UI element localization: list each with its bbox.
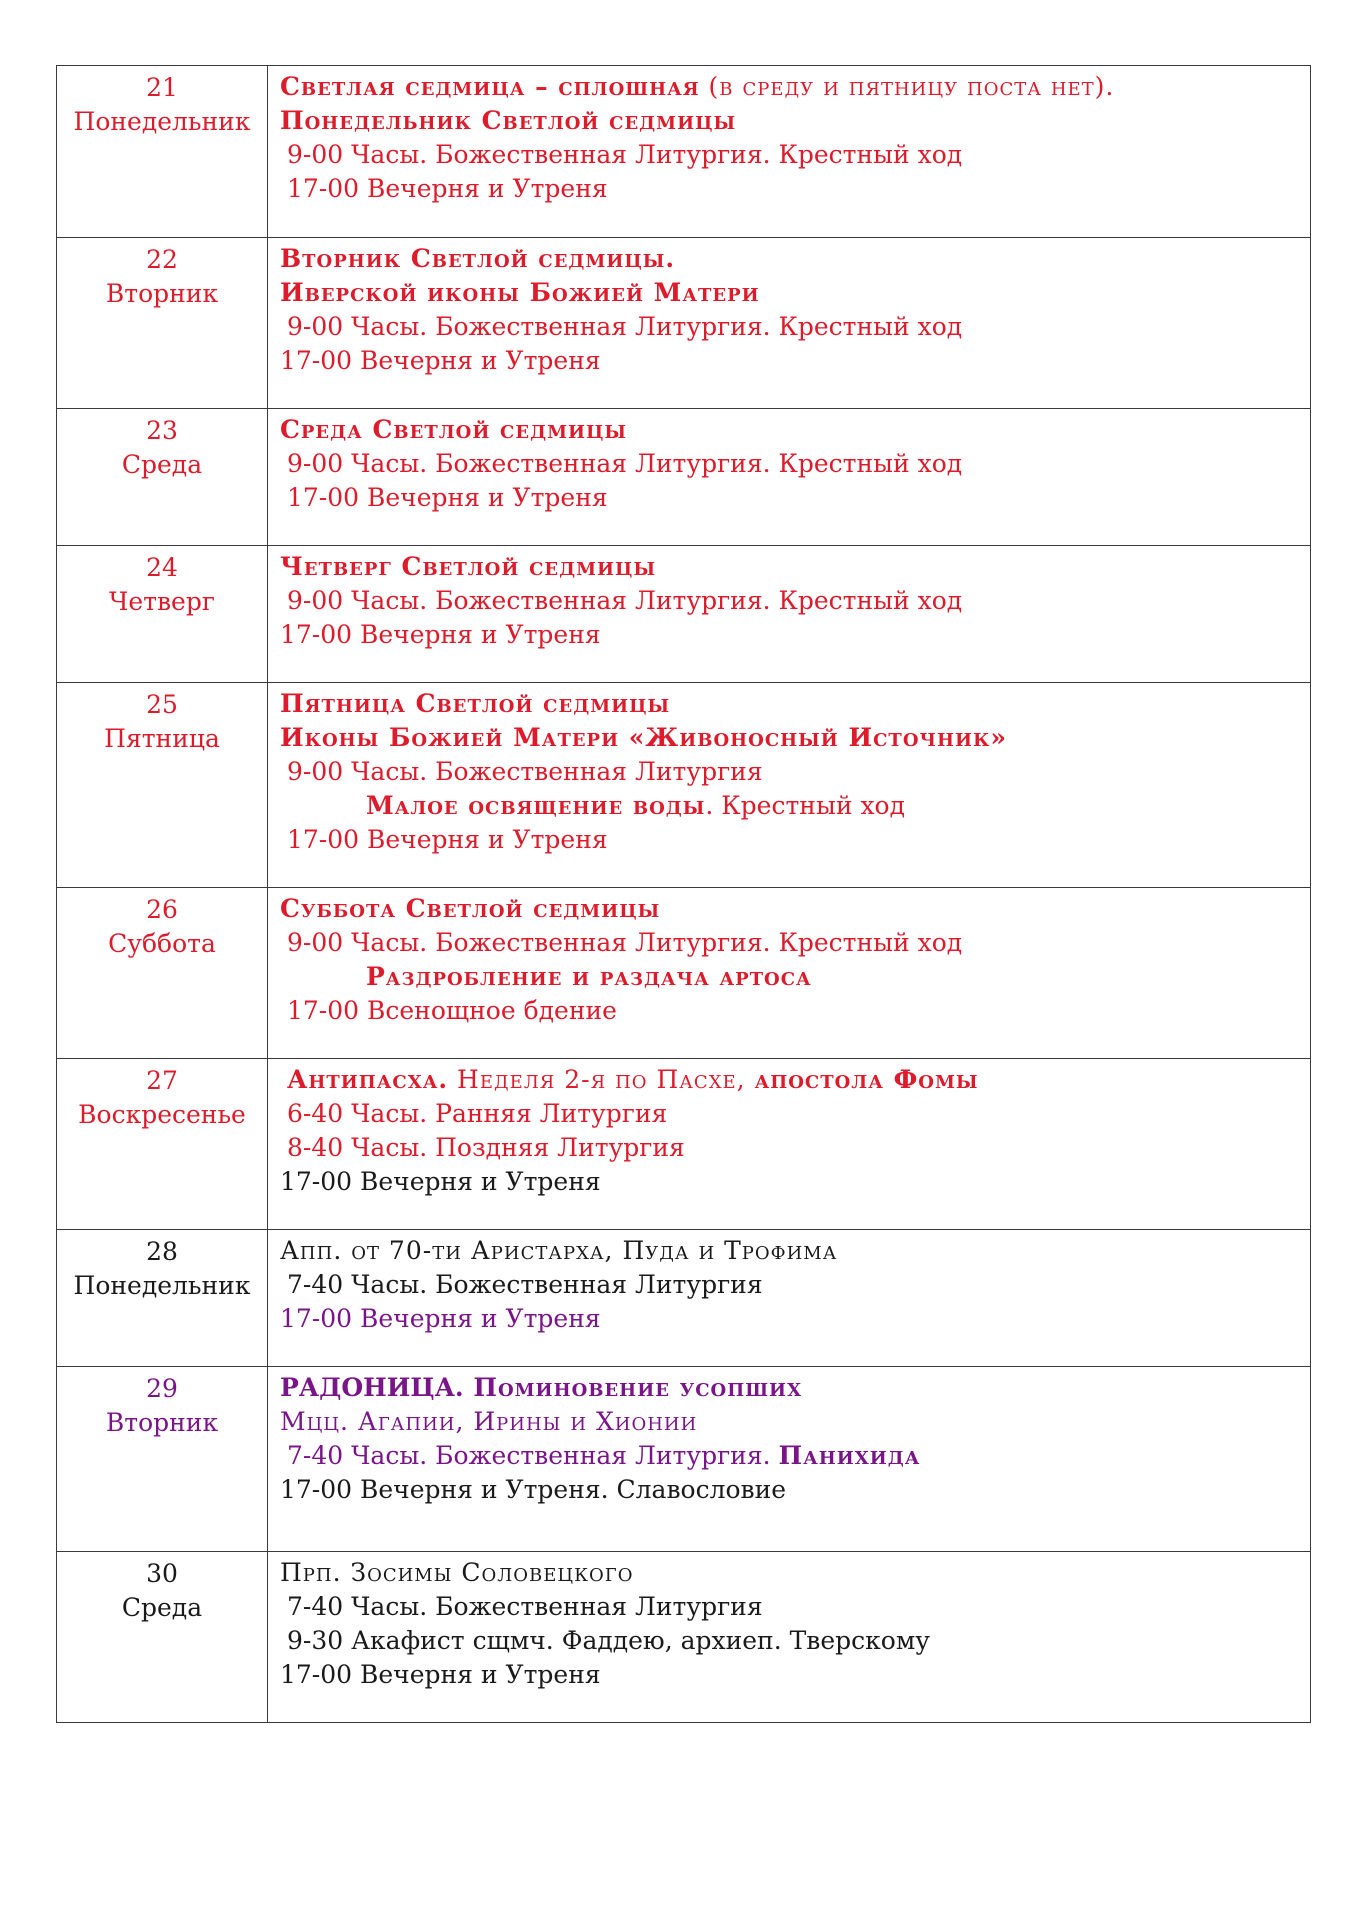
service-text: 7-40 Часы. Божественная Литургия. — [287, 1441, 779, 1470]
service-line — [280, 721, 1310, 755]
service-line — [280, 1302, 1310, 1336]
service-line — [280, 172, 1310, 206]
feast-title-text: Неделя 2-я по Пасхе, — [448, 1065, 755, 1094]
service-line — [280, 892, 1310, 926]
feast-title-text: Понедельник Светлой седмицы — [280, 106, 737, 135]
service-text: 9-00 Часы. Божественная Литургия. Крестный ход — [287, 928, 963, 957]
feast-title-text: (в среду и пятницу поста нет). — [699, 72, 1115, 101]
service-line — [280, 789, 1310, 823]
weekday-label: Четверг — [109, 587, 215, 616]
weekday-label: Среда — [121, 1593, 203, 1622]
date-number: 22 — [146, 245, 178, 274]
feast-title-text: Иконы Божией Матери «Живоносный Источник» — [280, 723, 1007, 752]
services-cell — [268, 683, 1311, 888]
schedule-row — [57, 683, 1311, 888]
day-cell — [57, 409, 268, 546]
service-line — [280, 1624, 1310, 1658]
feast-title-text: Раздробление и раздача артоса — [366, 962, 812, 991]
service-text: 9-00 Часы. Божественная Литургия. Крестный ход — [287, 312, 963, 341]
service-line — [280, 310, 1310, 344]
service-text: 17-00 Вечерня и Утреня — [280, 1167, 601, 1196]
date-number: 29 — [146, 1374, 178, 1403]
service-line — [280, 1165, 1310, 1199]
weekday-label: Вторник — [105, 1408, 219, 1437]
date-number: 28 — [146, 1237, 178, 1266]
service-line — [280, 823, 1310, 857]
service-line — [280, 1371, 1310, 1405]
service-line — [280, 584, 1310, 618]
date-number: 26 — [146, 895, 178, 924]
weekday-label: Среда — [121, 450, 203, 479]
service-text: . Крестный ход — [705, 791, 905, 820]
service-text: 17-00 Вечерня и Утреня. Славословие — [280, 1475, 787, 1504]
service-line — [280, 1590, 1310, 1624]
service-text: 17-00 Вечерня и Утреня — [287, 825, 608, 854]
feast-title-text: Светлая седмица – сплошная — [280, 72, 700, 101]
service-line — [280, 550, 1310, 584]
schedule-row — [57, 1552, 1311, 1723]
feast-title-text: Прп. Зосимы Соловецкого — [280, 1558, 634, 1587]
services-cell — [268, 1552, 1311, 1723]
service-line — [280, 755, 1310, 789]
service-line — [280, 687, 1310, 721]
day-cell — [57, 1552, 268, 1723]
feast-title-text: Поминовение усопших — [463, 1373, 803, 1402]
service-line — [280, 1556, 1310, 1590]
feast-title-text: Апп. от 70-ти Аристарха, Пуда и Трофима — [280, 1236, 838, 1265]
schedule-body — [57, 66, 1311, 1723]
day-cell — [57, 888, 268, 1059]
weekday-label: Воскресенье — [78, 1100, 246, 1129]
weekday-label: Суббота — [108, 929, 216, 958]
service-text: 17-00 Вечерня и Утреня — [280, 1304, 601, 1333]
schedule-row — [57, 546, 1311, 683]
service-line — [280, 1439, 1310, 1473]
service-text: 17-00 Всенощное бдение — [287, 996, 617, 1025]
service-text: 9-30 Акафист сщмч. Фаддею, архиеп. Тверскому — [287, 1626, 930, 1655]
service-line — [280, 1473, 1310, 1507]
service-text: 6-40 Часы. Ранняя Литургия — [287, 1099, 668, 1128]
services-cell — [268, 66, 1311, 238]
service-text: 9-00 Часы. Божественная Литургия. Крестный ход — [287, 586, 963, 615]
date-number: 24 — [146, 553, 178, 582]
service-line — [280, 104, 1310, 138]
service-text: 9-00 Часы. Божественная Литургия. Крестный ход — [287, 449, 963, 478]
feast-title-text: Суббота Светлой седмицы — [280, 894, 661, 923]
service-text: 9-00 Часы. Божественная Литургия — [287, 757, 763, 786]
service-text: 17-00 Вечерня и Утреня — [287, 174, 608, 203]
feast-title-text: Панихида — [778, 1441, 921, 1470]
service-line — [280, 242, 1310, 276]
service-line — [280, 138, 1310, 172]
day-cell — [57, 1367, 268, 1552]
date-number: 27 — [146, 1066, 178, 1095]
weekday-label: Вторник — [105, 279, 219, 308]
weekday-label: Понедельник — [73, 107, 251, 136]
service-text: 17-00 Вечерня и Утреня — [280, 1660, 601, 1689]
schedule-row — [57, 1059, 1311, 1230]
services-cell — [268, 1059, 1311, 1230]
service-line — [280, 1405, 1310, 1439]
feast-title-text: Среда Светлой седмицы — [280, 415, 628, 444]
schedule-row — [57, 1367, 1311, 1552]
service-line — [280, 276, 1310, 310]
service-text: 8-40 Часы. Поздняя Литургия — [287, 1133, 685, 1162]
service-line — [280, 481, 1310, 515]
service-text: РАДОНИЦА. — [280, 1373, 464, 1402]
day-cell — [57, 546, 268, 683]
feast-title-text: Мцц. Агапии, Ирины и Хионии — [280, 1407, 698, 1436]
date-number: 21 — [146, 73, 178, 102]
service-line — [280, 994, 1310, 1028]
service-line — [280, 1063, 1310, 1097]
date-number: 25 — [146, 690, 178, 719]
service-text: 17-00 Вечерня и Утреня — [287, 483, 608, 512]
feast-title-text: Антипасха. — [287, 1065, 449, 1094]
service-line — [280, 447, 1310, 481]
service-line — [280, 344, 1310, 378]
feast-title-text: Пятница Светлой седмицы — [280, 689, 671, 718]
service-text: 9-00 Часы. Божественная Литургия. Крестный ход — [287, 140, 963, 169]
schedule-row — [57, 238, 1311, 409]
feast-title-text: Иверской иконы Божией Матери — [280, 278, 760, 307]
services-cell — [268, 888, 1311, 1059]
services-cell — [268, 546, 1311, 683]
service-line — [280, 618, 1310, 652]
day-cell — [57, 66, 268, 238]
day-cell — [57, 683, 268, 888]
service-text: 17-00 Вечерня и Утреня — [280, 620, 601, 649]
schedule-row — [57, 66, 1311, 238]
feast-title-text: Четверг Светлой седмицы — [280, 552, 657, 581]
feast-title-text: апостола Фомы — [754, 1065, 979, 1094]
day-cell — [57, 1059, 268, 1230]
services-cell — [268, 1230, 1311, 1367]
service-line — [280, 413, 1310, 447]
service-line — [280, 960, 1310, 994]
service-line — [280, 1131, 1310, 1165]
schedule-row — [57, 888, 1311, 1059]
service-text: 7-40 Часы. Божественная Литургия — [287, 1270, 763, 1299]
feast-title-text: Вторник Светлой седмицы. — [280, 244, 676, 273]
weekday-label: Понедельник — [73, 1271, 251, 1300]
schedule-row — [57, 409, 1311, 546]
services-cell — [268, 238, 1311, 409]
day-cell — [57, 238, 268, 409]
date-number: 23 — [146, 416, 178, 445]
feast-title-text: Малое освящение воды — [366, 791, 706, 820]
schedule-table — [56, 65, 1311, 1723]
service-line — [280, 1268, 1310, 1302]
service-line — [280, 70, 1310, 104]
services-cell — [268, 409, 1311, 546]
weekday-label: Пятница — [104, 724, 220, 753]
schedule-row — [57, 1230, 1311, 1367]
service-text: 17-00 Вечерня и Утреня — [280, 346, 601, 375]
date-number: 30 — [146, 1559, 178, 1588]
service-line — [280, 1234, 1310, 1268]
service-text: 7-40 Часы. Божественная Литургия — [287, 1592, 763, 1621]
service-line — [280, 926, 1310, 960]
service-line — [280, 1097, 1310, 1131]
services-cell — [268, 1367, 1311, 1552]
service-line — [280, 1658, 1310, 1692]
day-cell — [57, 1230, 268, 1367]
